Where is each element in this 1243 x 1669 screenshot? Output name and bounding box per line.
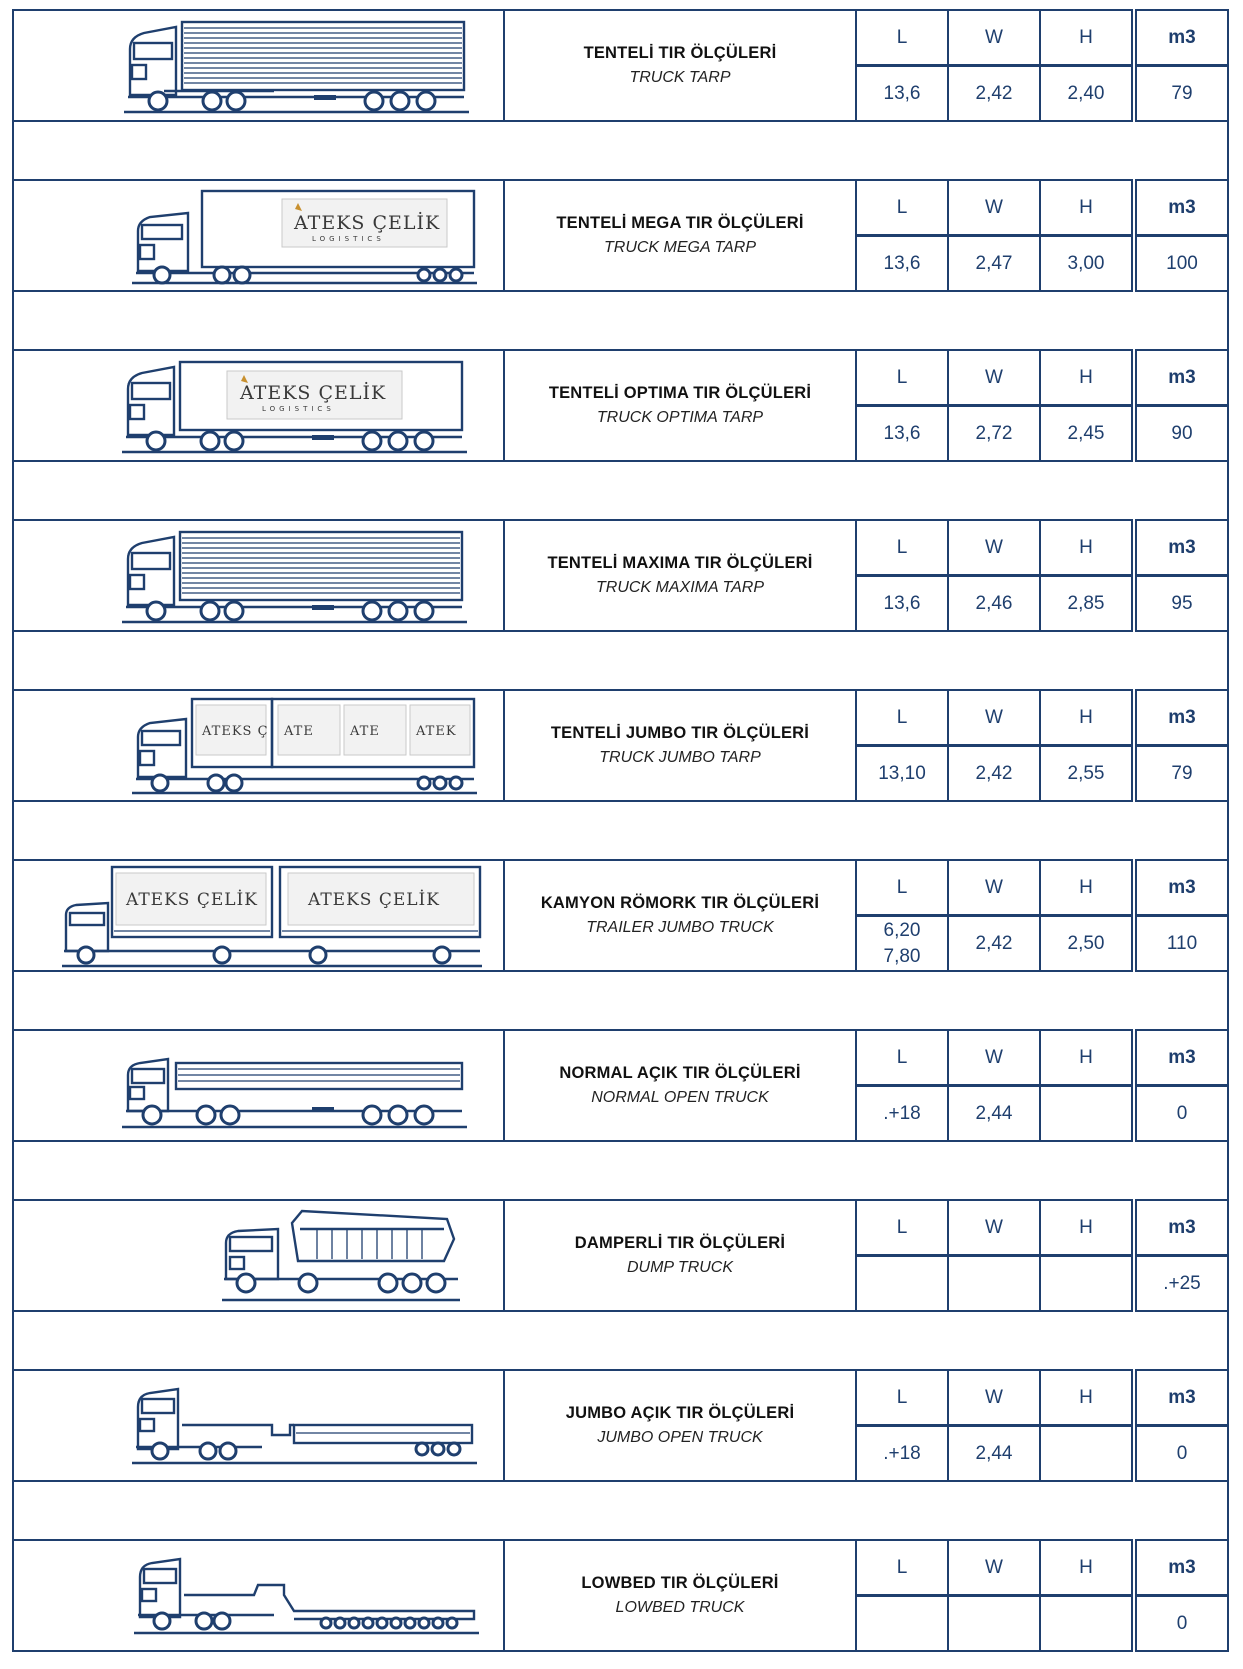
- value-h: [1039, 1595, 1133, 1652]
- maxima-tarp-truck-icon: [122, 529, 472, 624]
- jumbo-open-truck-icon: [132, 1385, 482, 1470]
- truck-image-cell: [12, 689, 505, 802]
- truck-image-cell: [12, 1199, 505, 1312]
- jumbo-tarp-truck-icon: [132, 697, 482, 795]
- logo-subtext: LOGISTICS: [262, 405, 335, 413]
- header-l: L: [855, 179, 949, 236]
- value-l: .+18: [855, 1085, 949, 1142]
- truck-subtitle: TRUCK OPTIMA TARP: [596, 409, 764, 426]
- truck-image-cell: [12, 349, 505, 462]
- truck-title-cell: [503, 1029, 857, 1142]
- value-l: [855, 915, 949, 972]
- lowbed-truck-icon: [134, 1555, 484, 1640]
- value-l: .+18: [855, 1425, 949, 1482]
- truck-subtitle: DUMP TRUCK: [626, 1259, 734, 1276]
- truck-title-cell: [503, 859, 857, 972]
- header-h: H: [1039, 179, 1133, 236]
- header-h: H: [1039, 859, 1133, 916]
- truck-title: TENTELİ MEGA TIR ÖLÇÜLERİ: [556, 214, 804, 232]
- truck-subtitle: LOWBED TRUCK: [615, 1599, 745, 1616]
- dump-truck-icon: [222, 1209, 472, 1304]
- truck-title-cell: [503, 689, 857, 802]
- svg-text:ATEK: ATEK: [416, 724, 457, 739]
- mega-tarp-truck-icon: [132, 187, 482, 285]
- truck-title: NORMAL AÇIK TIR ÖLÇÜLERİ: [559, 1064, 801, 1082]
- header-w: W: [947, 1199, 1041, 1256]
- truck-title: TENTELİ JUMBO TIR ÖLÇÜLERİ: [550, 724, 810, 742]
- value-w: 2,46: [947, 575, 1041, 632]
- value-h: 2,45: [1039, 405, 1133, 462]
- header-w: W: [947, 349, 1041, 406]
- truck-title: LOWBED TIR ÖLÇÜLERİ: [581, 1574, 779, 1592]
- truck-title: JUMBO AÇIK TIR ÖLÇÜLERİ: [565, 1404, 795, 1422]
- value-l: 13,10: [855, 745, 949, 802]
- value-m3: 0: [1135, 1425, 1229, 1482]
- value-m3: .+25: [1135, 1255, 1229, 1312]
- header-l: L: [855, 1369, 949, 1426]
- row-spacer: [12, 1482, 1229, 1539]
- value-h: [1039, 1255, 1133, 1312]
- header-l: L: [855, 1539, 949, 1596]
- truck-subtitle: JUMBO OPEN TRUCK: [597, 1429, 763, 1446]
- header-l: L: [855, 689, 949, 746]
- svg-text:ATEKS Ç: ATEKS Ç: [202, 724, 269, 739]
- table-row: [12, 179, 1229, 292]
- header-w: W: [947, 859, 1041, 916]
- truck-title-cell: [503, 349, 857, 462]
- truck-image-cell: [12, 179, 505, 292]
- value-h: 2,85: [1039, 575, 1133, 632]
- header-w: W: [947, 179, 1041, 236]
- value-w: 2,42: [947, 745, 1041, 802]
- truck-image-cell: [12, 1369, 505, 1482]
- header-m3: m3: [1135, 179, 1229, 236]
- value-m3: 90: [1135, 405, 1229, 462]
- header-m3: m3: [1135, 689, 1229, 746]
- row-spacer: [12, 632, 1229, 689]
- header-m3: m3: [1135, 519, 1229, 576]
- value-l: [855, 1255, 949, 1312]
- svg-text:ATEKS ÇELİK: ATEKS ÇELİK: [126, 890, 258, 910]
- header-h: H: [1039, 1199, 1133, 1256]
- value-l: 13,6: [855, 235, 949, 292]
- value-m3: 79: [1135, 65, 1229, 122]
- table-row: [12, 349, 1229, 462]
- header-h: H: [1039, 9, 1133, 66]
- header-h: H: [1039, 349, 1133, 406]
- value-h: 2,40: [1039, 65, 1133, 122]
- logo-text: ATEKS ÇELİK: [294, 212, 441, 234]
- value-m3: 79: [1135, 745, 1229, 802]
- row-spacer: [12, 292, 1229, 349]
- truck-title-cell: [503, 519, 857, 632]
- value-l-line2: 7,80: [883, 945, 921, 967]
- header-l: L: [855, 1199, 949, 1256]
- value-h: 2,55: [1039, 745, 1133, 802]
- value-w: [947, 1255, 1041, 1312]
- header-m3: m3: [1135, 9, 1229, 66]
- value-m3: 0: [1135, 1595, 1229, 1652]
- header-h: H: [1039, 519, 1133, 576]
- truck-subtitle: TRUCK JUMBO TARP: [599, 749, 761, 766]
- value-w: 2,42: [947, 65, 1041, 122]
- table-row: [12, 689, 1229, 802]
- svg-text:ATE: ATE: [284, 724, 314, 739]
- header-l: L: [855, 1029, 949, 1086]
- row-spacer: [12, 1312, 1229, 1369]
- value-w: 2,72: [947, 405, 1041, 462]
- truck-title-cell: [503, 9, 857, 122]
- truck-title: TENTELİ OPTIMA TIR ÖLÇÜLERİ: [548, 384, 812, 402]
- value-w: 2,44: [947, 1085, 1041, 1142]
- header-m3: m3: [1135, 859, 1229, 916]
- table-row: [12, 519, 1229, 632]
- value-h: 3,00: [1039, 235, 1133, 292]
- svg-text:ATE: ATE: [350, 724, 380, 739]
- table-row: [12, 1029, 1229, 1142]
- header-m3: m3: [1135, 1029, 1229, 1086]
- value-w: [947, 1595, 1041, 1652]
- table-row: [12, 1539, 1229, 1652]
- header-w: W: [947, 9, 1041, 66]
- truck-image-cell: [12, 519, 505, 632]
- value-l: 13,6: [855, 575, 949, 632]
- truck-subtitle: TRAILER JUMBO TRUCK: [586, 919, 774, 936]
- value-l: 13,6: [855, 405, 949, 462]
- value-l-line1: 6,20: [883, 919, 921, 941]
- truck-image-cell: [12, 859, 505, 972]
- row-spacer: [12, 802, 1229, 859]
- truck-subtitle: TRUCK MEGA TARP: [603, 239, 756, 256]
- row-spacer: [12, 122, 1229, 179]
- truck-dimensions-table: [12, 9, 1229, 1664]
- header-h: H: [1039, 1029, 1133, 1086]
- header-l: L: [855, 519, 949, 576]
- logo-subtext: LOGISTICS: [312, 235, 385, 243]
- truck-subtitle: TRUCK TARP: [629, 69, 731, 86]
- truck-subtitle: TRUCK MAXIMA TARP: [595, 579, 764, 596]
- header-w: W: [947, 1029, 1041, 1086]
- truck-image-cell: [12, 1029, 505, 1142]
- value-h: 2,50: [1039, 915, 1133, 972]
- value-m3: 95: [1135, 575, 1229, 632]
- value-h: [1039, 1085, 1133, 1142]
- tarp-truck-icon: [124, 19, 474, 114]
- table-row: [12, 1369, 1229, 1482]
- row-spacer: [12, 462, 1229, 519]
- header-w: W: [947, 689, 1041, 746]
- truck-title-cell: [503, 1199, 857, 1312]
- truck-trailer-icon: [62, 865, 502, 969]
- header-h: H: [1039, 1369, 1133, 1426]
- value-w: 2,44: [947, 1425, 1041, 1482]
- optima-tarp-truck-icon: [122, 359, 472, 454]
- truck-image-cell: [12, 1539, 505, 1652]
- truck-title: KAMYON RÖMORK TIR ÖLÇÜLERİ: [540, 894, 820, 912]
- truck-title: TENTELİ TIR ÖLÇÜLERİ: [583, 44, 777, 62]
- value-w: 2,42: [947, 915, 1041, 972]
- header-l: L: [855, 9, 949, 66]
- truck-image-cell: [12, 9, 505, 122]
- row-spacer: [12, 1142, 1229, 1199]
- value-h: [1039, 1425, 1133, 1482]
- truck-title-cell: [503, 1369, 857, 1482]
- header-m3: m3: [1135, 1199, 1229, 1256]
- header-w: W: [947, 1539, 1041, 1596]
- header-m3: m3: [1135, 349, 1229, 406]
- svg-text:ATEKS ÇELİK: ATEKS ÇELİK: [308, 890, 440, 910]
- value-l: 13,6: [855, 65, 949, 122]
- truck-title-cell: [503, 179, 857, 292]
- header-m3: m3: [1135, 1369, 1229, 1426]
- header-w: W: [947, 519, 1041, 576]
- truck-subtitle: NORMAL OPEN TRUCK: [591, 1089, 769, 1106]
- value-m3: 100: [1135, 235, 1229, 292]
- header-m3: m3: [1135, 1539, 1229, 1596]
- value-l: [855, 1595, 949, 1652]
- header-l: L: [855, 349, 949, 406]
- header-h: H: [1039, 1539, 1133, 1596]
- value-m3: 0: [1135, 1085, 1229, 1142]
- header-h: H: [1039, 689, 1133, 746]
- logo-text: ATEKS ÇELİK: [240, 382, 387, 404]
- table-row: [12, 1199, 1229, 1312]
- header-w: W: [947, 1369, 1041, 1426]
- table-row: [12, 859, 1229, 972]
- value-w: 2,47: [947, 235, 1041, 292]
- row-spacer: [12, 972, 1229, 1029]
- header-l: L: [855, 859, 949, 916]
- open-truck-icon: [122, 1045, 472, 1130]
- truck-title-cell: [503, 1539, 857, 1652]
- truck-title: TENTELİ MAXIMA TIR ÖLÇÜLERİ: [547, 554, 813, 572]
- table-row: [12, 9, 1229, 122]
- truck-title: DAMPERLİ TIR ÖLÇÜLERİ: [574, 1234, 786, 1252]
- value-m3: 110: [1135, 915, 1229, 972]
